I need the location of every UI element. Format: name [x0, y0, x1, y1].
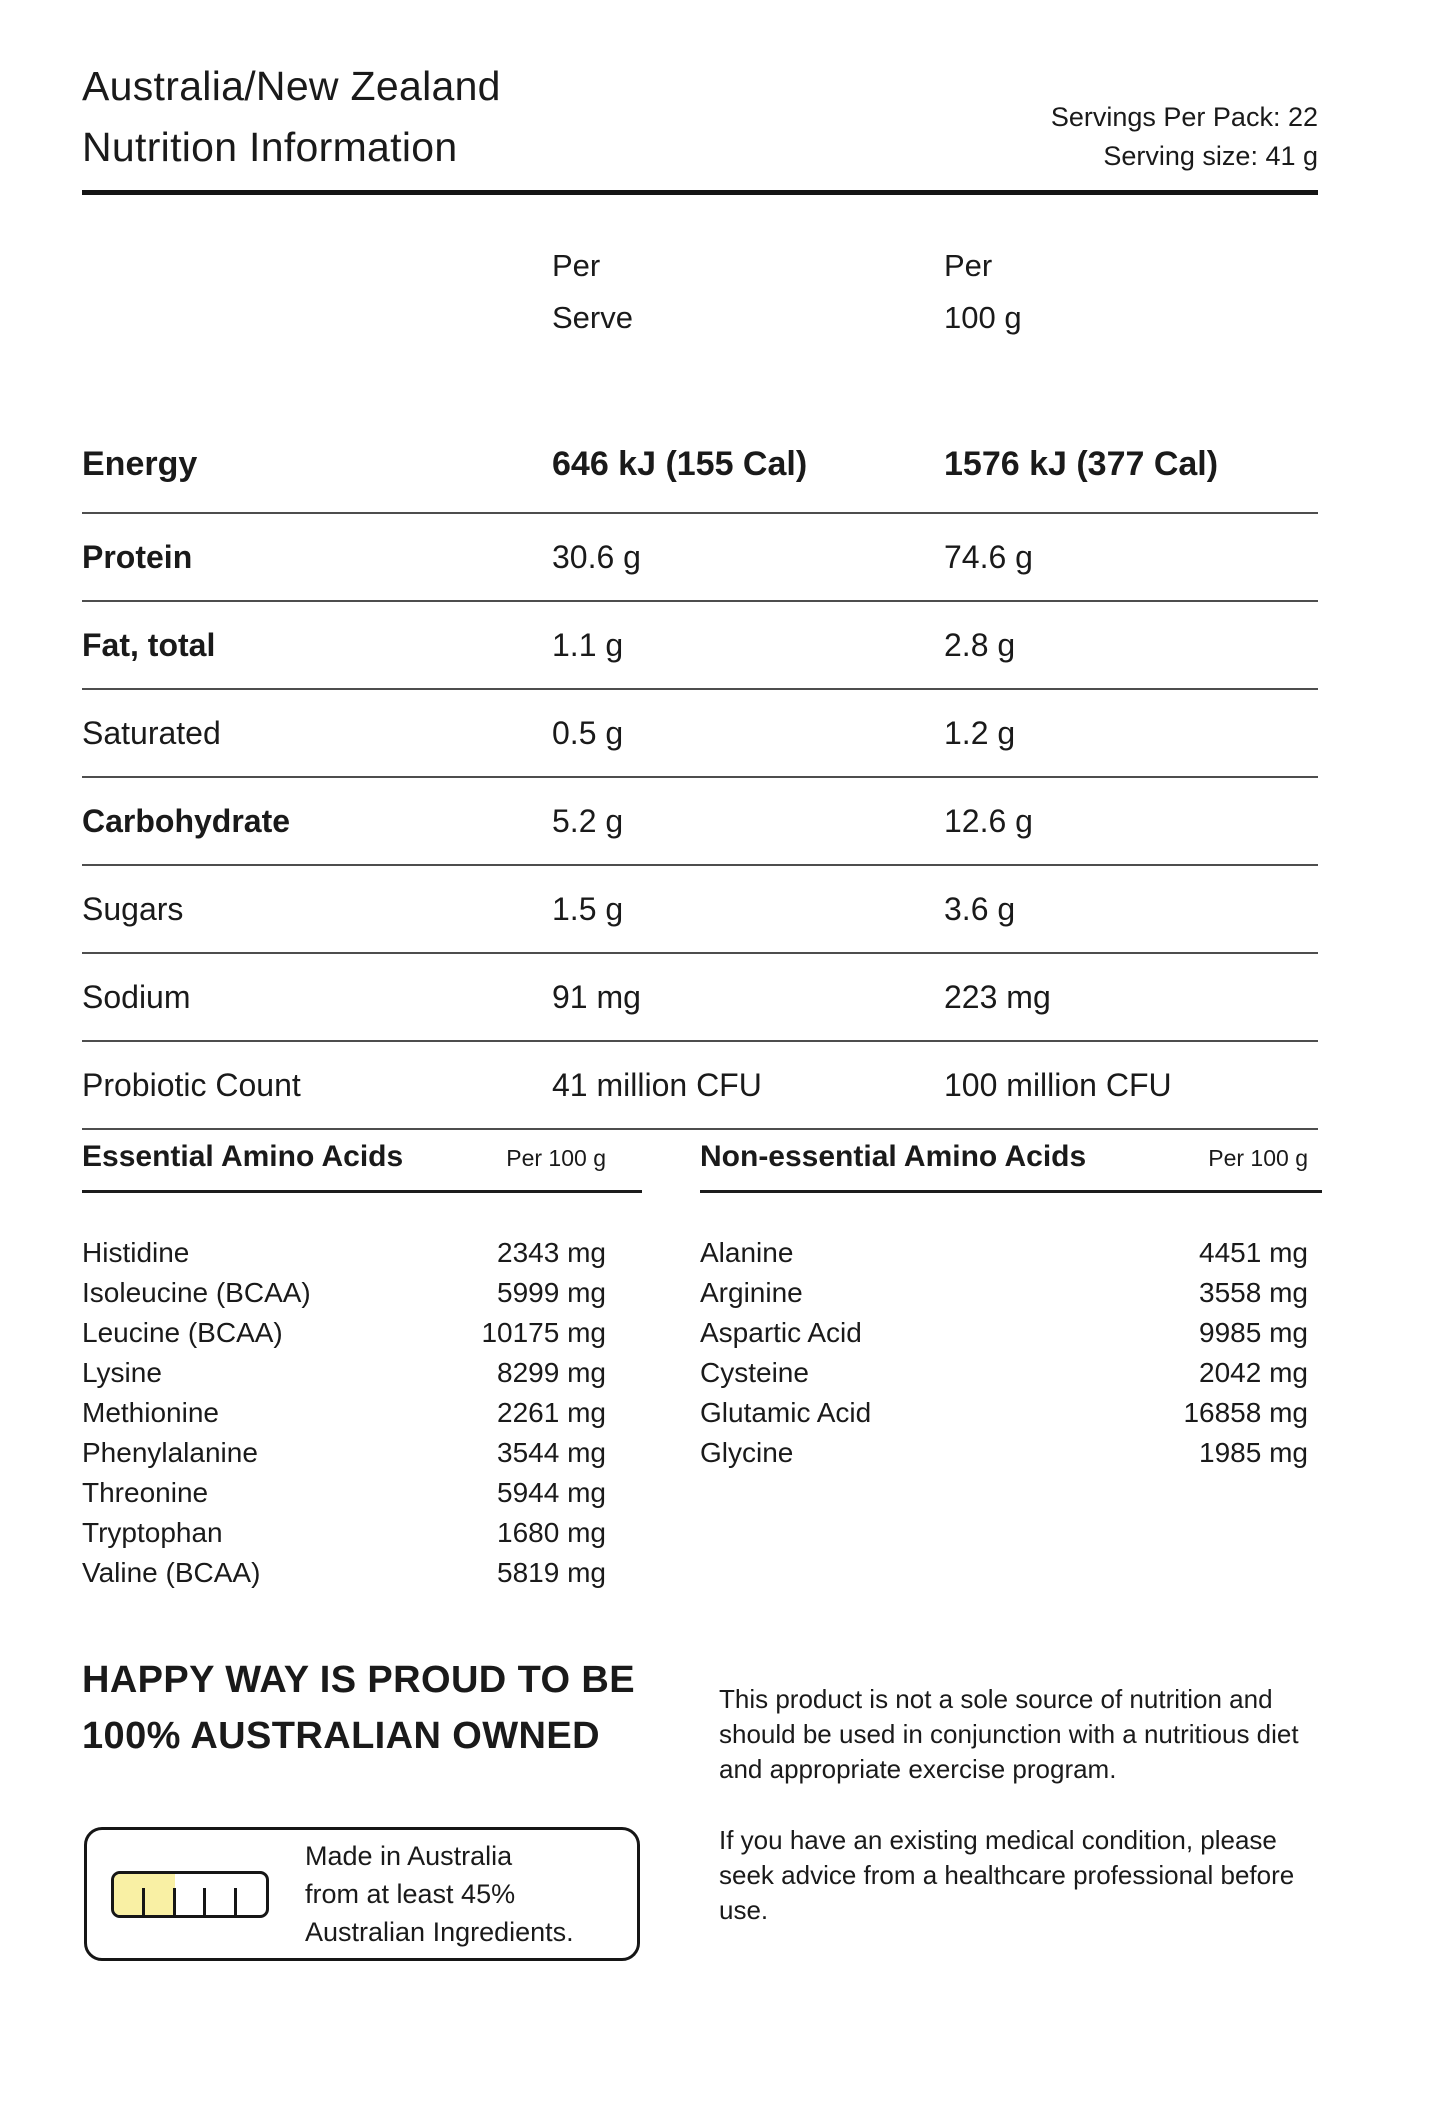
amino-name: Isoleucine (BCAA)	[82, 1277, 311, 1308]
row-value-per-serve: 91 mg	[552, 978, 641, 1015]
badge-text-line-2: from at least 45%	[305, 1879, 516, 1909]
gauge-tick	[203, 1888, 206, 1915]
essential-amino-acids-header	[82, 1140, 642, 1193]
list-item	[700, 1313, 1308, 1353]
amino-name: Glutamic Acid	[700, 1397, 872, 1428]
amino-name: Tryptophan	[82, 1517, 223, 1548]
col-header-text: Per	[944, 248, 993, 283]
badge-text-line-1: Made in Australia	[305, 1841, 513, 1871]
amino-value: 5999 mg	[497, 1277, 606, 1308]
col-header-text: Per	[552, 248, 601, 283]
table-row-protein	[82, 514, 1318, 602]
table-row-carbohydrate	[82, 778, 1318, 866]
australian-ingredients-gauge-icon	[111, 1871, 269, 1918]
col-header-text: Serve	[552, 300, 633, 335]
section-title: Essential Amino Acids	[82, 1140, 404, 1173]
serving-info	[1051, 98, 1318, 176]
row-value-per-serve: 41 million CFU	[552, 1066, 762, 1103]
amino-value: 1680 mg	[497, 1517, 606, 1548]
table-row-fat-total	[82, 602, 1318, 690]
section-title: Non-essential Amino Acids	[700, 1140, 1087, 1173]
row-label: Protein	[82, 538, 193, 575]
list-item	[700, 1273, 1308, 1313]
list-item	[82, 1313, 606, 1353]
amino-value: 10175 mg	[481, 1317, 606, 1348]
amino-value: 4451 mg	[1199, 1237, 1308, 1268]
row-value-per-100g: 3.6 g	[944, 890, 1016, 927]
list-item	[82, 1513, 606, 1553]
amino-value: 2042 mg	[1199, 1357, 1308, 1388]
owned-line-2: 100% AUSTRALIAN OWNED	[82, 1715, 600, 1757]
list-item	[700, 1433, 1308, 1473]
row-value-per-100g: 74.6 g	[944, 538, 1033, 575]
amino-name: Alanine	[700, 1237, 794, 1268]
row-label: Saturated	[82, 714, 221, 751]
amino-value: 2343 mg	[497, 1237, 606, 1268]
row-value-per-serve: 0.5 g	[552, 714, 624, 751]
amino-value: 8299 mg	[497, 1357, 606, 1388]
amino-name: Glycine	[700, 1437, 794, 1468]
essential-amino-acids-list	[82, 1233, 642, 1593]
section-unit-label: Per 100 g	[506, 1145, 606, 1171]
row-value-per-100g: 100 million CFU	[944, 1066, 1172, 1103]
list-item	[82, 1473, 606, 1513]
list-item	[82, 1553, 606, 1593]
non-essential-amino-acids-list	[700, 1233, 1322, 1473]
row-value-per-serve: 30.6 g	[552, 538, 641, 575]
row-value-per-serve: 1.1 g	[552, 626, 624, 663]
gauge-tick	[142, 1888, 145, 1915]
table-header-row	[82, 228, 1318, 352]
amino-name: Histidine	[82, 1237, 190, 1268]
amino-value: 9985 mg	[1199, 1317, 1308, 1348]
row-value-per-100g: 1576 kJ (377 Cal)	[944, 445, 1219, 483]
amino-name: Valine (BCAA)	[82, 1557, 261, 1588]
row-value-per-serve: 5.2 g	[552, 802, 624, 839]
nutrition-table	[82, 228, 1318, 1130]
section-unit-label: Per 100 g	[1208, 1145, 1308, 1171]
col-header-per-serve	[552, 240, 944, 344]
amino-name: Arginine	[700, 1277, 803, 1308]
table-row-saturated	[82, 690, 1318, 778]
list-item	[82, 1273, 606, 1313]
row-value-per-100g: 12.6 g	[944, 802, 1033, 839]
page-title	[82, 56, 501, 178]
disclaimer-text	[719, 1682, 1319, 1928]
amino-value: 5819 mg	[497, 1557, 606, 1588]
amino-name: Leucine (BCAA)	[82, 1317, 283, 1348]
amino-value: 5944 mg	[497, 1477, 606, 1508]
row-value-per-serve: 1.5 g	[552, 890, 624, 927]
essential-amino-acids-section	[82, 1140, 642, 1593]
header-divider	[82, 190, 1318, 195]
amino-name: Methionine	[82, 1397, 219, 1428]
page-title-line-1: Australia/New Zealand	[82, 63, 501, 109]
table-row-energy	[82, 352, 1318, 514]
row-value-per-serve: 646 kJ (155 Cal)	[552, 445, 808, 483]
amino-value: 16858 mg	[1183, 1397, 1308, 1428]
list-item	[700, 1393, 1308, 1433]
amino-value: 3558 mg	[1199, 1277, 1308, 1308]
row-label: Carbohydrate	[82, 802, 291, 839]
row-value-per-100g: 1.2 g	[944, 714, 1016, 751]
row-value-per-100g: 223 mg	[944, 978, 1051, 1015]
amino-name: Lysine	[82, 1357, 162, 1388]
amino-name: Cysteine	[700, 1357, 809, 1388]
row-value-per-100g: 2.8 g	[944, 626, 1016, 663]
amino-value: 3544 mg	[497, 1437, 606, 1468]
table-row-probiotic-count	[82, 1042, 1318, 1130]
amino-value: 1985 mg	[1199, 1437, 1308, 1468]
australian-owned-statement	[82, 1652, 635, 1764]
col-header-per-100g	[944, 240, 1318, 344]
row-label: Sodium	[82, 978, 191, 1015]
non-essential-amino-acids-header	[700, 1140, 1322, 1193]
made-in-australia-badge	[84, 1827, 640, 1961]
non-essential-amino-acids-section	[700, 1140, 1322, 1473]
servings-per-pack: Servings Per Pack: 22	[1050, 102, 1318, 132]
table-row-sodium	[82, 954, 1318, 1042]
row-label: Sugars	[82, 890, 184, 927]
row-label: Fat, total	[82, 626, 216, 663]
list-item	[82, 1353, 606, 1393]
amino-name: Threonine	[82, 1477, 209, 1508]
gauge-tick	[173, 1888, 176, 1915]
badge-text-line-3: Australian Ingredients.	[305, 1917, 574, 1947]
list-item	[700, 1353, 1308, 1393]
serving-size: Serving size: 41 g	[1103, 141, 1318, 171]
gauge-tick	[234, 1888, 237, 1915]
owned-line-1: HAPPY WAY IS PROUD TO BE	[82, 1659, 636, 1701]
list-item	[82, 1393, 606, 1433]
disclaimer-paragraph-2: If you have an existing medical condition, please seek advice from a healthcare professional before use.	[719, 1825, 1295, 1925]
row-label: Energy	[82, 445, 198, 483]
list-item	[82, 1433, 606, 1473]
amino-name: Aspartic Acid	[700, 1317, 862, 1348]
table-row-sugars	[82, 866, 1318, 954]
amino-name: Phenylalanine	[82, 1437, 258, 1468]
list-item	[82, 1233, 606, 1273]
disclaimer-paragraph-1: This product is not a sole source of nutrition and should be used in conjunction with a nutritious diet and appropriate exercise program.	[719, 1684, 1299, 1784]
page-title-line-2: Nutrition Information	[82, 124, 458, 170]
row-label: Probiotic Count	[82, 1066, 301, 1103]
list-item	[700, 1233, 1308, 1273]
col-header-text: 100 g	[944, 300, 1022, 335]
made-in-australia-text	[305, 1837, 574, 1951]
amino-value: 2261 mg	[497, 1397, 606, 1428]
